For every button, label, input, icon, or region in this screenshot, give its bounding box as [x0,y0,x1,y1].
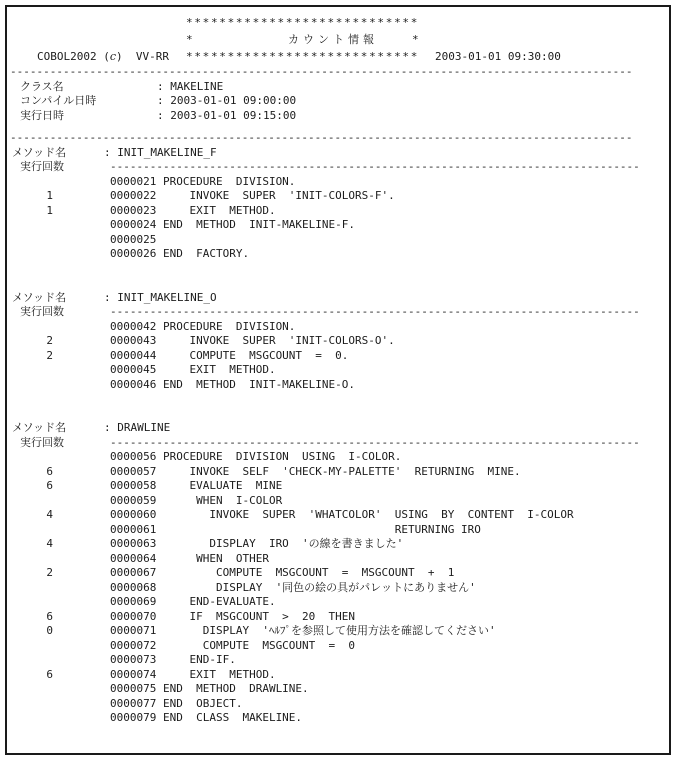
method-sections [7,146,669,726]
code-text: 0000026 END FACTORY. [110,247,250,260]
code-line [7,610,669,625]
method-name-value: : INIT_MAKELINE_O [104,290,217,304]
code-line [7,581,669,596]
code-text: 0000072 COMPUTE MSGCOUNT = 0 [110,638,356,652]
banner-side-right: * [412,33,419,46]
code-text: 0000077 END OBJECT. [110,696,243,710]
banner-border-top-row [7,14,669,31]
code-line [7,552,669,567]
exec-count-value: 6 [46,667,53,681]
exec-count-value: 2 [46,348,53,362]
exec-count-value: 6 [46,609,53,623]
code-line [7,711,669,726]
code-text: 0000024 END METHOD INIT-MAKELINE-F. [110,218,356,231]
code-line [7,682,669,697]
code-line [7,537,669,552]
exec-count-label: 実行回数 [20,435,64,449]
code-text: 0000022 INVOKE SUPER 'INIT-COLORS-F'. [110,189,395,202]
code-text: 0000023 EXIT METHOD. [110,203,276,217]
class-info-label: 実行日時 [20,108,64,122]
method-name-value: : DRAWLINE [104,421,171,434]
section-gap [7,407,669,422]
method-separator: -------------------------------------------------------------------------------- [110,435,640,449]
code-line [7,189,669,204]
class-info-value: : 2003-01-01 09:15:00 [157,108,297,122]
method-name-label: メソッド名 [12,145,67,159]
code-line [7,697,669,712]
class-info-label: クラス名 [20,79,64,93]
class-info-row [7,94,669,109]
class-info-label: コンパイル日時 [20,94,97,107]
method-name-value: : INIT_MAKELINE_F [104,145,217,159]
code-line [7,639,669,654]
code-text: 0000064 WHEN OTHER [110,551,269,565]
exec-count-label: 実行回数 [20,305,64,318]
code-line [7,465,669,480]
code-text: 0000069 END-EVALUATE. [110,595,276,608]
exec-count-value: 0 [46,624,53,637]
exec-count-value: 6 [46,479,53,492]
code-text: 0000079 END CLASS MAKELINE. [110,711,303,724]
code-text: 0000075 END METHOD DRAWLINE. [110,682,309,695]
exec-count-row [7,305,669,320]
code-text: 0000067 COMPUTE MSGCOUNT = MSGCOUNT + 1 [110,566,455,579]
code-text: 0000074 EXIT METHOD. [110,667,276,681]
code-text: 0000061 RETURNING IRO [110,522,481,536]
exec-count-value: 1 [46,189,53,202]
product-suffix: ) VV-RR [116,50,170,63]
class-info-row [7,109,669,124]
section-gap [7,262,669,277]
class-info-block [7,80,669,124]
code-line [7,668,669,683]
code-line [7,479,669,494]
exec-count-row [7,160,669,175]
class-info-row [7,80,669,95]
code-line [7,523,669,538]
code-line [7,233,669,248]
code-text: 0000059 WHEN I-COLOR [110,493,283,507]
class-info-value: : 2003-01-01 09:00:00 [157,94,297,107]
report-title: カウント情報 [288,33,378,46]
code-text: 0000060 INVOKE SUPER 'WHATCOLOR' USING BY CONTENT I-COLOR [110,508,574,521]
method-name-row [7,146,669,161]
exec-count-value: 4 [46,508,53,521]
code-text: 0000056 PROCEDURE DIVISION USING I-COLOR. [110,450,402,463]
exec-count-value: 1 [46,203,53,217]
code-line [7,624,669,639]
exec-count-row [7,436,669,451]
code-text: 0000071 DISPLAY 'ﾍﾙﾌﾟを参照して使用方法を確認してください' [110,624,496,637]
method-name-row [7,421,669,436]
code-text: 0000042 PROCEDURE DIVISION. [110,319,296,333]
code-text: 0000025 [110,232,157,246]
banner-bottom-row [7,48,669,65]
code-line [7,363,669,378]
report-content [7,14,669,726]
page-separator-1: ---------------------------------------------------------------------------------------------- [10,65,633,78]
code-line [7,320,669,335]
product-prefix: COBOL2002 ( [37,50,110,63]
exec-count-value: 4 [46,537,53,550]
code-text: 0000044 COMPUTE MSGCOUNT = 0. [110,348,349,362]
code-text: 0000043 INVOKE SUPER 'INIT-COLORS-O'. [110,334,395,347]
code-line [7,653,669,668]
copyright-c: c [109,50,117,63]
code-text: 0000021 PROCEDURE DIVISION. [110,174,296,188]
exec-count-value: 6 [46,464,53,478]
code-text: 0000046 END METHOD INIT-MAKELINE-O. [110,377,356,391]
exec-count-value: 2 [46,334,53,347]
code-text: 0000058 EVALUATE MINE [110,479,283,492]
code-text: 0000073 END-IF. [110,653,236,666]
code-line [7,450,669,465]
code-line [7,204,669,219]
page-separator-2: ---------------------------------------------------------------------------------------------- [10,131,633,144]
method-name-label: メソッド名 [12,421,67,434]
code-line [7,378,669,393]
section-gap [7,276,669,291]
class-info-value: : MAKELINE [157,79,224,93]
method-separator: -------------------------------------------------------------------------------- [110,160,640,173]
code-line [7,595,669,610]
section-gap [7,392,669,407]
product-version-label [37,48,169,65]
code-text: 0000063 DISPLAY IRO 'の線を書きました' [110,537,404,550]
banner-side-left: * [186,33,193,46]
method-name-row [7,291,669,306]
code-line [7,175,669,190]
banner-border-top: **************************** [186,16,420,29]
code-text: 0000057 INVOKE SELF 'CHECK-MY-PALETTE' RETURNING MINE. [110,464,521,478]
code-line [7,494,669,509]
banner-title-row [7,31,669,48]
method-name-label: メソッド名 [12,290,67,304]
code-text: 0000070 IF MSGCOUNT > 20 THEN [110,609,356,623]
code-line [7,218,669,233]
banner-border-bottom: **************************** [186,50,420,63]
code-text: 0000068 DISPLAY '同色の絵の具がパレットにありません' [110,580,476,594]
code-line [7,334,669,349]
gap [7,123,669,131]
exec-count-value: 2 [46,566,53,579]
report-page [5,5,671,755]
method-separator: -------------------------------------------------------------------------------- [110,305,640,318]
code-line [7,349,669,364]
code-line [7,247,669,262]
code-line [7,566,669,581]
exec-count-label: 実行回数 [20,160,64,173]
code-line [7,508,669,523]
code-text: 0000045 EXIT METHOD. [110,363,276,376]
report-datetime: 2003-01-01 09:30:00 [435,50,561,63]
